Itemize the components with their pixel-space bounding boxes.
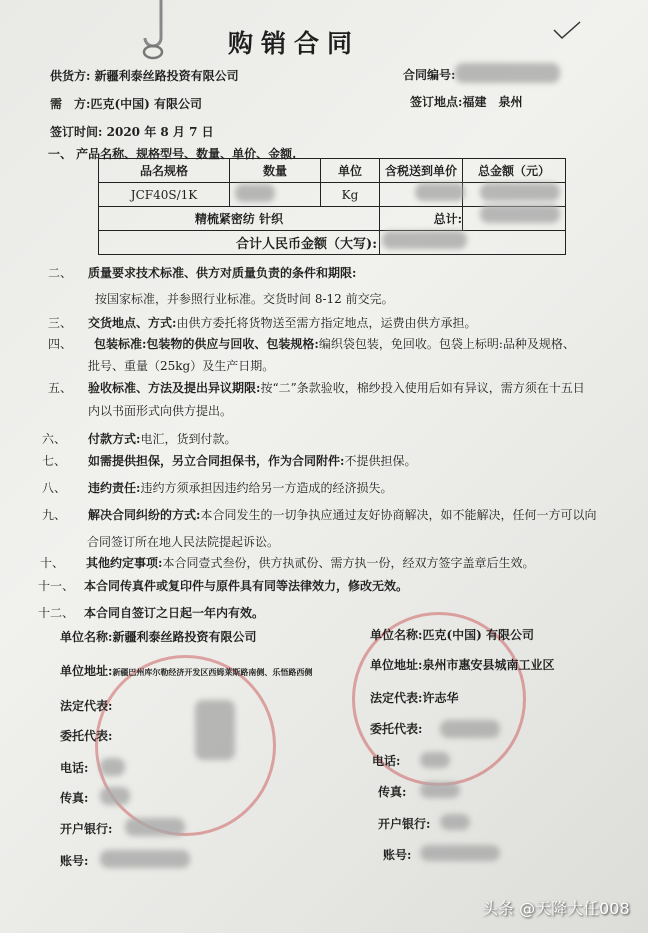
right-account: 账号:	[383, 848, 412, 862]
table-header-row	[99, 159, 566, 183]
label: 法定代表:	[370, 691, 423, 705]
right-bank: 开户银行:	[378, 817, 431, 831]
clause-number: 十、	[40, 556, 65, 570]
place-label: 签订地点:	[410, 95, 463, 109]
place-line	[410, 93, 522, 110]
rmb-label: 合计人民币金额（大写):	[99, 231, 380, 255]
clause-10	[40, 554, 534, 571]
redacted-fax	[420, 782, 460, 798]
left-phone: 电话:	[60, 761, 89, 775]
value: 泉州市惠安县城南工业区	[422, 658, 555, 672]
clause-5-cont: 内以书面形式向供方提出。	[88, 404, 233, 418]
clause-5	[48, 379, 585, 396]
clause-title: 验收标准、方法及提出异议期限:	[88, 381, 261, 395]
redacted-amount	[480, 183, 560, 201]
clause-number: 八、	[42, 481, 67, 495]
redacted-bank	[440, 814, 470, 830]
contract-no-label: 合同编号:	[403, 68, 456, 82]
header-cell: 品名规格	[99, 159, 230, 183]
header-cell: 数量	[230, 159, 321, 183]
clause-number: 五、	[48, 381, 73, 395]
product-cell: 精梳紧密纺 针织	[99, 207, 380, 231]
clause-text: 编织袋包装，免回收。包袋上标明:品种及规格、	[318, 337, 575, 351]
redacted-contract-no	[455, 63, 560, 83]
clause-7	[42, 452, 416, 469]
redacted-fax	[100, 787, 130, 805]
clause-title: 本合同传真件或复印件与原件具有同等法律效力，修改无效。	[84, 579, 409, 593]
supplier-line	[50, 67, 239, 84]
redacted-price	[415, 183, 465, 201]
spec-cell: JCF40S/1K	[99, 183, 230, 207]
redacted-bank	[125, 818, 185, 836]
sign-date: 2020 年 8 月 7 日	[106, 125, 214, 139]
buyer-name: 匹克(中国) 有限公司	[90, 97, 202, 111]
unit-cell: Kg	[321, 183, 380, 207]
left-bank: 开户银行:	[60, 822, 113, 836]
date-label: 签订时间:	[50, 125, 103, 139]
left-addr	[60, 662, 312, 679]
supplier-stamp	[95, 655, 276, 836]
clause-11	[38, 577, 408, 594]
redacted-total	[480, 205, 560, 223]
redacted-quantity	[235, 184, 275, 202]
right-phone: 电话:	[372, 754, 401, 768]
clause-number: 三、	[48, 316, 73, 330]
clause-text: 由供方委托将货物送至需方指定地点，运费由供方承担。	[176, 316, 477, 330]
clause-text: 电汇，货到付款。	[140, 432, 237, 446]
section-1-heading: 一、 产品名称、规格型号、数量、单价、金额.	[48, 147, 297, 161]
clause-title: 如需提供担保，另立合同担保书，作为合同附件:	[88, 454, 345, 468]
label: 单位地址:	[370, 658, 423, 672]
table-row	[99, 231, 566, 255]
buyer-label: 需 方:	[50, 97, 91, 111]
clause-title: 其他约定事项:	[86, 556, 163, 570]
clause-number: 二、	[48, 266, 73, 280]
value: 新疆巴州库尔勒经济开发区西姆莱斯路南侧、乐悟路西侧	[112, 667, 313, 677]
clause-2	[48, 264, 356, 281]
left-account: 账号:	[60, 854, 89, 868]
value: 匹克(中国) 有限公司	[422, 628, 534, 642]
clause-4	[48, 335, 575, 352]
clause-title: 本合同自签订之日起一年内有效。	[84, 606, 265, 620]
clause-title: 交货地点、方式:	[88, 316, 177, 330]
clause-title: 付款方式:	[88, 432, 141, 446]
redacted-account	[100, 850, 190, 868]
right-name	[370, 626, 534, 643]
clause-6	[42, 430, 236, 447]
redacted-rmb	[382, 231, 467, 249]
sign-place: 福建 泉州	[462, 95, 523, 109]
clause-number: 十二、	[38, 606, 75, 620]
right-fax: 传真:	[378, 785, 407, 799]
label: 单位地址:	[60, 664, 113, 678]
right-agent: 委托代表:	[370, 722, 423, 736]
clause-number: 六、	[42, 432, 67, 446]
label: 单位名称:	[370, 628, 423, 642]
watermark: 头条 @天降大任008	[482, 899, 630, 918]
clause-text: 本合同壹式叁份，供方执贰份、需方执一份，经双方签字盖章后生效。	[162, 556, 535, 570]
right-addr	[370, 656, 554, 673]
label: 单位名称:	[60, 630, 113, 644]
clause-4-cont: 批号、重量（25kg）及生产日期。	[88, 359, 275, 373]
paper-clip-icon	[138, 0, 168, 60]
supplier-name: 新疆利泰丝路投资有限公司	[94, 69, 239, 83]
clause-number: 十一、	[38, 579, 75, 593]
header-cell: 总金额（元）	[463, 159, 566, 183]
buyer-line	[50, 95, 202, 112]
clause-3	[48, 314, 476, 331]
left-name	[60, 628, 256, 645]
clause-9	[42, 506, 596, 523]
date-line	[50, 123, 214, 140]
checkmark-icon	[552, 20, 582, 42]
clause-text: 按“二”条款验收，棉纱投入使用后如有异议，需方须在十五日	[260, 381, 585, 395]
clause-number: 九、	[42, 508, 67, 522]
clause-text: 本合同发生的一切争执应通过友好协商解决，如不能解决，任何一方可以向	[200, 508, 597, 522]
clause-title: 包装标准:包装物的供应与回收、包装规格:	[94, 337, 319, 351]
redacted-account	[420, 845, 500, 861]
clause-12	[38, 604, 264, 621]
value: 新疆利泰丝路投资有限公司	[112, 630, 257, 644]
clause-9-cont: 合同签订所在地人民法院提起诉讼。	[87, 535, 280, 549]
clause-text: 不提供担保。	[344, 454, 417, 468]
header-cell: 单位	[321, 159, 380, 183]
right-legal	[370, 689, 458, 706]
clause-2-text: 按国家标准，并参照行业标准。交货时间 8-12 前交完。	[95, 292, 394, 306]
clause-8	[42, 479, 392, 496]
header-cell: 含税送到单价	[380, 159, 463, 183]
left-fax: 传真:	[60, 791, 89, 805]
left-legal: 法定代表:	[60, 699, 113, 713]
clause-title: 违约责任:	[88, 481, 141, 495]
redacted-phone	[420, 752, 450, 768]
clause-text: 违约方须承担因违约给另一方造成的经济损失。	[140, 481, 393, 495]
supplier-label: 供货方:	[50, 69, 91, 83]
redacted-signature	[195, 700, 235, 760]
clause-number: 四、	[48, 337, 73, 351]
redacted-phone	[100, 758, 125, 776]
value: 许志华	[422, 691, 459, 705]
clause-title: 质量要求技术标准、供方对质量负责的条件和期限:	[88, 266, 357, 280]
clause-title: 解决合同纠纷的方式:	[88, 508, 201, 522]
total-label: 总计:	[380, 207, 463, 231]
redacted-agent	[440, 720, 500, 738]
clause-number: 七、	[42, 454, 67, 468]
left-agent: 委托代表:	[60, 729, 113, 743]
document-title: 购销合同	[228, 29, 361, 58]
